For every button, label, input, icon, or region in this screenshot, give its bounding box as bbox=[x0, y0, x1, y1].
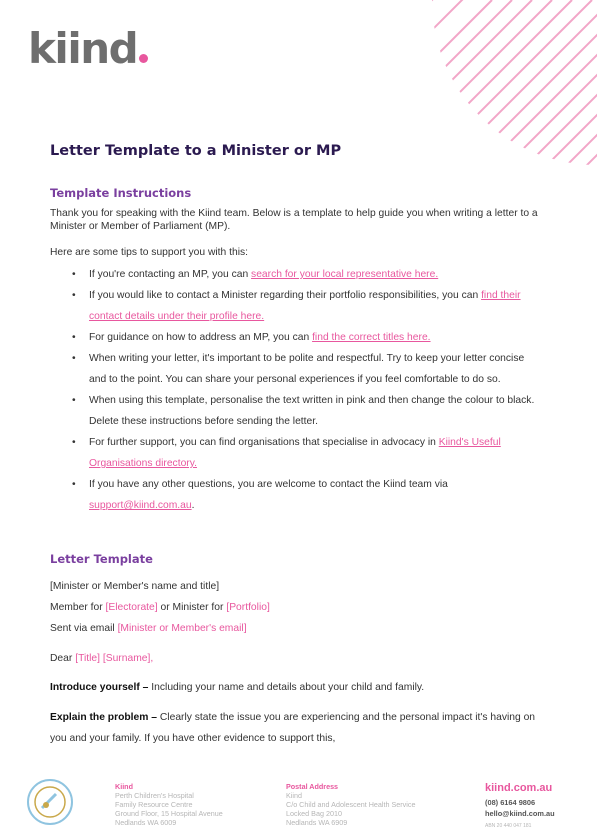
tip-item: • When using this template, personalise the text written in pink and then change the colour to black. Delete these instructions before sending the letter. bbox=[72, 390, 540, 432]
footer-col2-heading: Postal Address bbox=[286, 782, 339, 791]
footer-line: C/o Child and Adolescent Health Service bbox=[286, 800, 416, 809]
introduce-paragraph bbox=[50, 682, 424, 693]
tip-item: • If you're contacting an MP, you can search for your local representative here. bbox=[72, 269, 439, 280]
addressee-placeholder: [Minister or Member's name and title] bbox=[50, 581, 220, 592]
tip-item: • If you have any other questions, you are welcome to contact the Kiind team via support@kiind.com.au. bbox=[72, 479, 448, 511]
minister-contact-link[interactable]: find their contact details under their profile here. bbox=[89, 290, 521, 322]
footer-line: Nedlands WA 6909 bbox=[286, 818, 348, 827]
tip-text: If you're contacting an MP, you can bbox=[89, 269, 252, 280]
tip-text: For guidance on how to address an MP, you can bbox=[89, 332, 313, 343]
tip-item: • When writing your letter, it's important to be polite and respectful. Try to keep your letter concise and to the point. You can share your personal experiences if you feel comfortable to do so. bbox=[72, 348, 540, 390]
footer-email-link[interactable]: hello@kiind.com.au bbox=[485, 809, 555, 818]
tip-text: When using this template, personalise the text written in pink and then change the colour to black. Delete these instructions before sending the letter. bbox=[89, 395, 535, 427]
logo-dot bbox=[139, 54, 148, 63]
logo-text: kiind bbox=[28, 24, 138, 73]
decorative-stripes bbox=[432, 0, 597, 165]
page-title: Letter Template to a Minister or MP bbox=[50, 143, 342, 159]
tip-text: If you would like to contact a Minister regarding their portfolio responsibilities, you can bbox=[89, 290, 482, 301]
tip-item: • For guidance on how to address an MP, you can find the correct titles here. bbox=[72, 332, 431, 343]
tip-text: If you have any other questions, you are welcome to contact the Kiind team via bbox=[89, 479, 448, 490]
registered-charity-seal-icon bbox=[26, 778, 74, 826]
tip-item: • If you would like to contact a Minister regarding their portfolio responsibilities, you can find their contact details under their profile here. bbox=[72, 290, 521, 322]
footer-line: Perth Children's Hospital bbox=[115, 791, 194, 800]
instructions-intro: Thank you for speaking with the Kiind team. Below is a template to help guide you when writing a letter to a Minister or Member of Parliament (MP). bbox=[50, 208, 538, 232]
portfolio-placeholder: [Portfolio] bbox=[226, 602, 270, 613]
tip-text: For further support, you can find organisations that specialise in advocacy in bbox=[89, 437, 439, 448]
title-surname-placeholder: [Title] [Surname], bbox=[75, 653, 154, 664]
footer-line: Ground Floor, 15 Hospital Avenue bbox=[115, 809, 223, 818]
salutation-line bbox=[50, 653, 153, 664]
problem-text: Clearly state the issue you are experiencing and the personal impact it's having on you and your family. If you have other evidence to support this, bbox=[50, 712, 536, 744]
footer-line: Family Resource Centre bbox=[115, 800, 193, 809]
tip-text-end: . bbox=[191, 500, 195, 511]
footer-line: Locked Bag 2010 bbox=[286, 809, 342, 818]
footer-abn: ABN 20 440 047 181 bbox=[485, 823, 532, 829]
footer bbox=[0, 770, 597, 835]
tips-list bbox=[72, 264, 540, 516]
problem-label: Explain the problem – bbox=[50, 712, 157, 723]
footer-col1-heading: Kiind bbox=[115, 782, 133, 791]
dear-label: Dear bbox=[50, 653, 73, 664]
tip-item: • For further support, you can find organisations that specialise in advocacy in Kiind's Useful Organisations directory. bbox=[72, 437, 501, 469]
search-representative-link[interactable]: search for your local representative here. bbox=[251, 269, 439, 280]
email-placeholder: [Minister or Member's email] bbox=[117, 623, 247, 634]
kiind-logo bbox=[28, 24, 148, 73]
footer-phone: (08) 6164 9806 bbox=[485, 798, 536, 807]
tips-intro: Here are some tips to support you with this: bbox=[50, 247, 249, 258]
footer-address-col bbox=[115, 782, 223, 827]
template-heading: Letter Template bbox=[50, 552, 153, 566]
introduce-text: Including your name and details about your child and family. bbox=[151, 682, 425, 693]
problem-paragraph bbox=[50, 707, 540, 749]
instructions-heading: Template Instructions bbox=[50, 186, 192, 200]
member-line bbox=[50, 602, 270, 613]
footer-line: Kiind bbox=[286, 791, 302, 800]
tip-text: When writing your letter, it's important to be polite and respectful. Try to keep your letter concise and to the point. You can share your personal experiences if you feel comfortable to do so. bbox=[89, 353, 525, 385]
footer-postal-col bbox=[286, 782, 415, 827]
organisations-directory-link[interactable]: Kiind's Useful Organisations directory. bbox=[89, 437, 501, 469]
member-for-label: Member for bbox=[50, 602, 103, 613]
sent-via-line bbox=[50, 623, 247, 634]
introduce-label: Introduce yourself – bbox=[50, 682, 149, 693]
footer-website-link[interactable]: kiind.com.au bbox=[485, 782, 553, 794]
electorate-placeholder: [Electorate] bbox=[105, 602, 158, 613]
correct-titles-link[interactable]: find the correct titles here. bbox=[312, 332, 431, 343]
support-email-link[interactable]: support@kiind.com.au bbox=[89, 500, 192, 511]
sent-via-label: Sent via email bbox=[50, 623, 115, 634]
footer-line: Nedlands WA 6009 bbox=[115, 818, 177, 827]
minister-for-label: or Minister for bbox=[160, 602, 224, 613]
